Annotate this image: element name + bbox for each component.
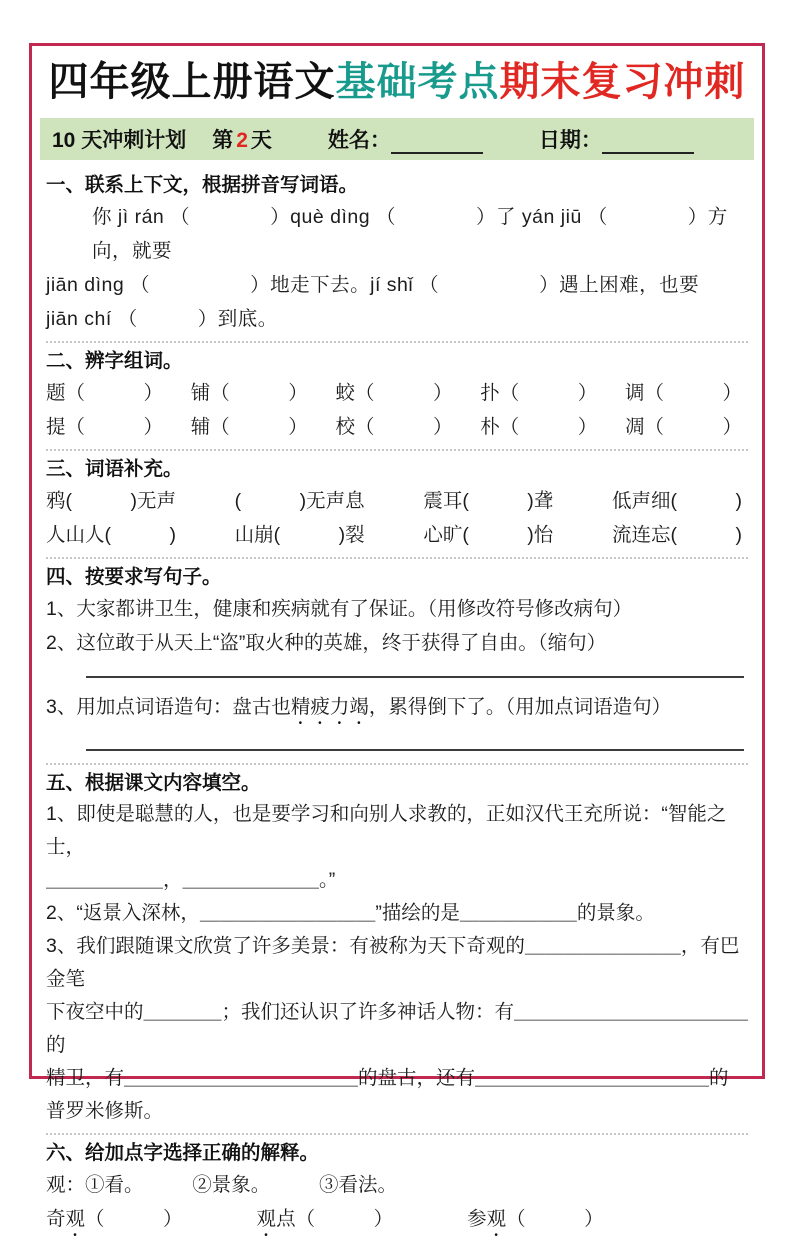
word-blank: （ ）: [506, 1208, 604, 1230]
date-field: [539, 124, 694, 154]
word-group-guandian: [257, 1202, 394, 1241]
name-label: 姓名：: [327, 129, 391, 152]
word-blank: 辅（ ）: [190, 416, 308, 438]
idiom-blank: 低声细( ): [611, 490, 742, 512]
word-group-qiguan: [46, 1202, 183, 1241]
emphasized-word: 精疲力竭: [290, 696, 369, 718]
word-blank: 凋（ ）: [624, 416, 742, 438]
word-blank: 题（ ）: [46, 382, 164, 404]
word-blank: 校（ ）: [335, 416, 453, 438]
word-text: 奇: [46, 1208, 66, 1230]
section-1: [46, 170, 748, 336]
title-part-teal: 基础考点: [335, 60, 500, 104]
word-blank: （ ）: [85, 1208, 183, 1230]
section-5-item-1-line-1: 1、即使是聪慧的人，也是要学习和向别人求教的，正如汉代王充所说：“智能之士，: [46, 803, 727, 858]
idiom-blank: ( )无声息: [234, 490, 365, 512]
section-4-item-2: 2、这位敢于从天上“盗”取火种的英雄，终于获得了自由。（缩句）: [46, 632, 607, 654]
word-blank: 蛟（ ）: [335, 382, 453, 404]
section-4: [46, 562, 748, 751]
section-2-header: 二、辨字组词。: [46, 350, 183, 372]
word-blank: 调（ ）: [624, 382, 742, 404]
idiom-blank: 鸦( )无声: [46, 490, 176, 512]
section-divider: [46, 763, 748, 765]
title-part-black: 四年级上册语文: [48, 60, 336, 104]
section-5-item-1-line-2: ＿＿＿＿＿＿，＿＿＿＿＿＿＿。”: [46, 869, 336, 891]
date-label: 日期：: [538, 129, 602, 152]
page-title: [46, 56, 748, 108]
section-divider: [46, 341, 748, 343]
section-divider: [46, 1133, 748, 1135]
day-suffix: 天: [250, 129, 272, 152]
page-border-frame: [29, 43, 765, 1230]
word-blank: 提（ ）: [46, 416, 164, 438]
section-5-item-2: 2、“返景入深林，＿＿＿＿＿＿＿＿＿”描绘的是＿＿＿＿＿＿的景象。: [46, 902, 655, 924]
section-1-line-3: jiān chí （ ）到底。: [46, 308, 278, 330]
section-1-header: 一、联系上下文，根据拼音写词语。: [46, 174, 359, 196]
section-6-words: [46, 1202, 748, 1241]
date-blank: [602, 130, 694, 154]
title-part-red: 期末复习冲刺: [499, 60, 746, 104]
section-3-header: 三、词语补充。: [46, 458, 183, 480]
section-3-row-1: [46, 484, 748, 518]
item-3-text: ，累得倒下了。（用加点词语造句）: [368, 696, 672, 718]
name-field: [328, 124, 483, 154]
dotted-char: 观: [65, 1208, 86, 1230]
word-blank: 扑（ ）: [480, 382, 598, 404]
section-6: [46, 1138, 748, 1241]
day-prefix: 第: [212, 129, 234, 152]
section-6-header: 六、给加点字选择正确的解释。: [46, 1142, 320, 1164]
dotted-char: 观: [256, 1208, 277, 1230]
day-label: [212, 124, 272, 154]
section-5-header: 五、根据课文内容填空。: [46, 772, 261, 794]
word-blank: （ ）: [295, 1208, 394, 1230]
dotted-char: 观: [486, 1208, 507, 1230]
section-3-row-2: [46, 518, 748, 552]
idiom-blank: 山崩( )裂: [234, 524, 365, 546]
section-2-row-1: [46, 376, 748, 410]
section-4-item-3: [46, 690, 748, 729]
section-5-item-3-line-2: 下夜空中的＿＿＿＿；我们还认识了许多神话人物：有＿＿＿＿＿＿＿＿＿＿＿＿的: [46, 1001, 749, 1056]
section-1-line-2: jiān dìng （ ）地走下去。jí shǐ （ ）遇上困难，也要: [46, 274, 700, 296]
section-1-line-1: 你 jì rán （ ）què dìng （ ）了 yán jiū （ ）方向，就要: [92, 206, 728, 262]
name-blank: [391, 130, 483, 154]
plan-label: 10 天冲刺计划: [52, 129, 187, 152]
answer-line: [86, 749, 744, 751]
word-blank: 铺（ ）: [190, 382, 308, 404]
section-5: [46, 768, 748, 1128]
idiom-blank: 心旷( )怡: [423, 524, 554, 546]
section-6-options: 观：①看。 ②景象。 ③看法。: [46, 1174, 398, 1196]
item-3-text: 3、用加点词语造句：盘古也: [46, 696, 291, 718]
section-3: [46, 454, 748, 552]
day-number: 2: [236, 129, 248, 152]
section-5-item-3-line-1: 3、我们跟随课文欣赏了许多美景：有被称为天下奇观的＿＿＿＿＿＿＿＿，有巴金笔: [46, 935, 740, 990]
word-text: 点: [276, 1208, 296, 1230]
idiom-blank: 人山人( ): [46, 524, 176, 546]
answer-line: [86, 676, 744, 678]
section-4-item-1: 1、大家都讲卫生，健康和疾病就有了保证。（用修改符号修改病句）: [46, 598, 633, 620]
section-2: [46, 346, 748, 444]
word-group-canguan: [467, 1202, 604, 1241]
section-divider: [46, 557, 748, 559]
section-5-item-3-line-3: 精卫，有＿＿＿＿＿＿＿＿＿＿＿＿的盘古，还有＿＿＿＿＿＿＿＿＿＿＿＿的: [46, 1067, 729, 1089]
word-text: 参: [467, 1208, 487, 1230]
word-blank: 朴（ ）: [480, 416, 598, 438]
section-divider: [46, 449, 748, 451]
section-4-header: 四、按要求写句子。: [46, 566, 222, 588]
idiom-blank: 震耳( )聋: [423, 490, 554, 512]
plan-banner: [40, 118, 754, 160]
section-2-row-2: [46, 410, 748, 444]
section-5-item-3-line-4: 普罗米修斯。: [46, 1100, 164, 1122]
idiom-blank: 流连忘( ): [611, 524, 742, 546]
